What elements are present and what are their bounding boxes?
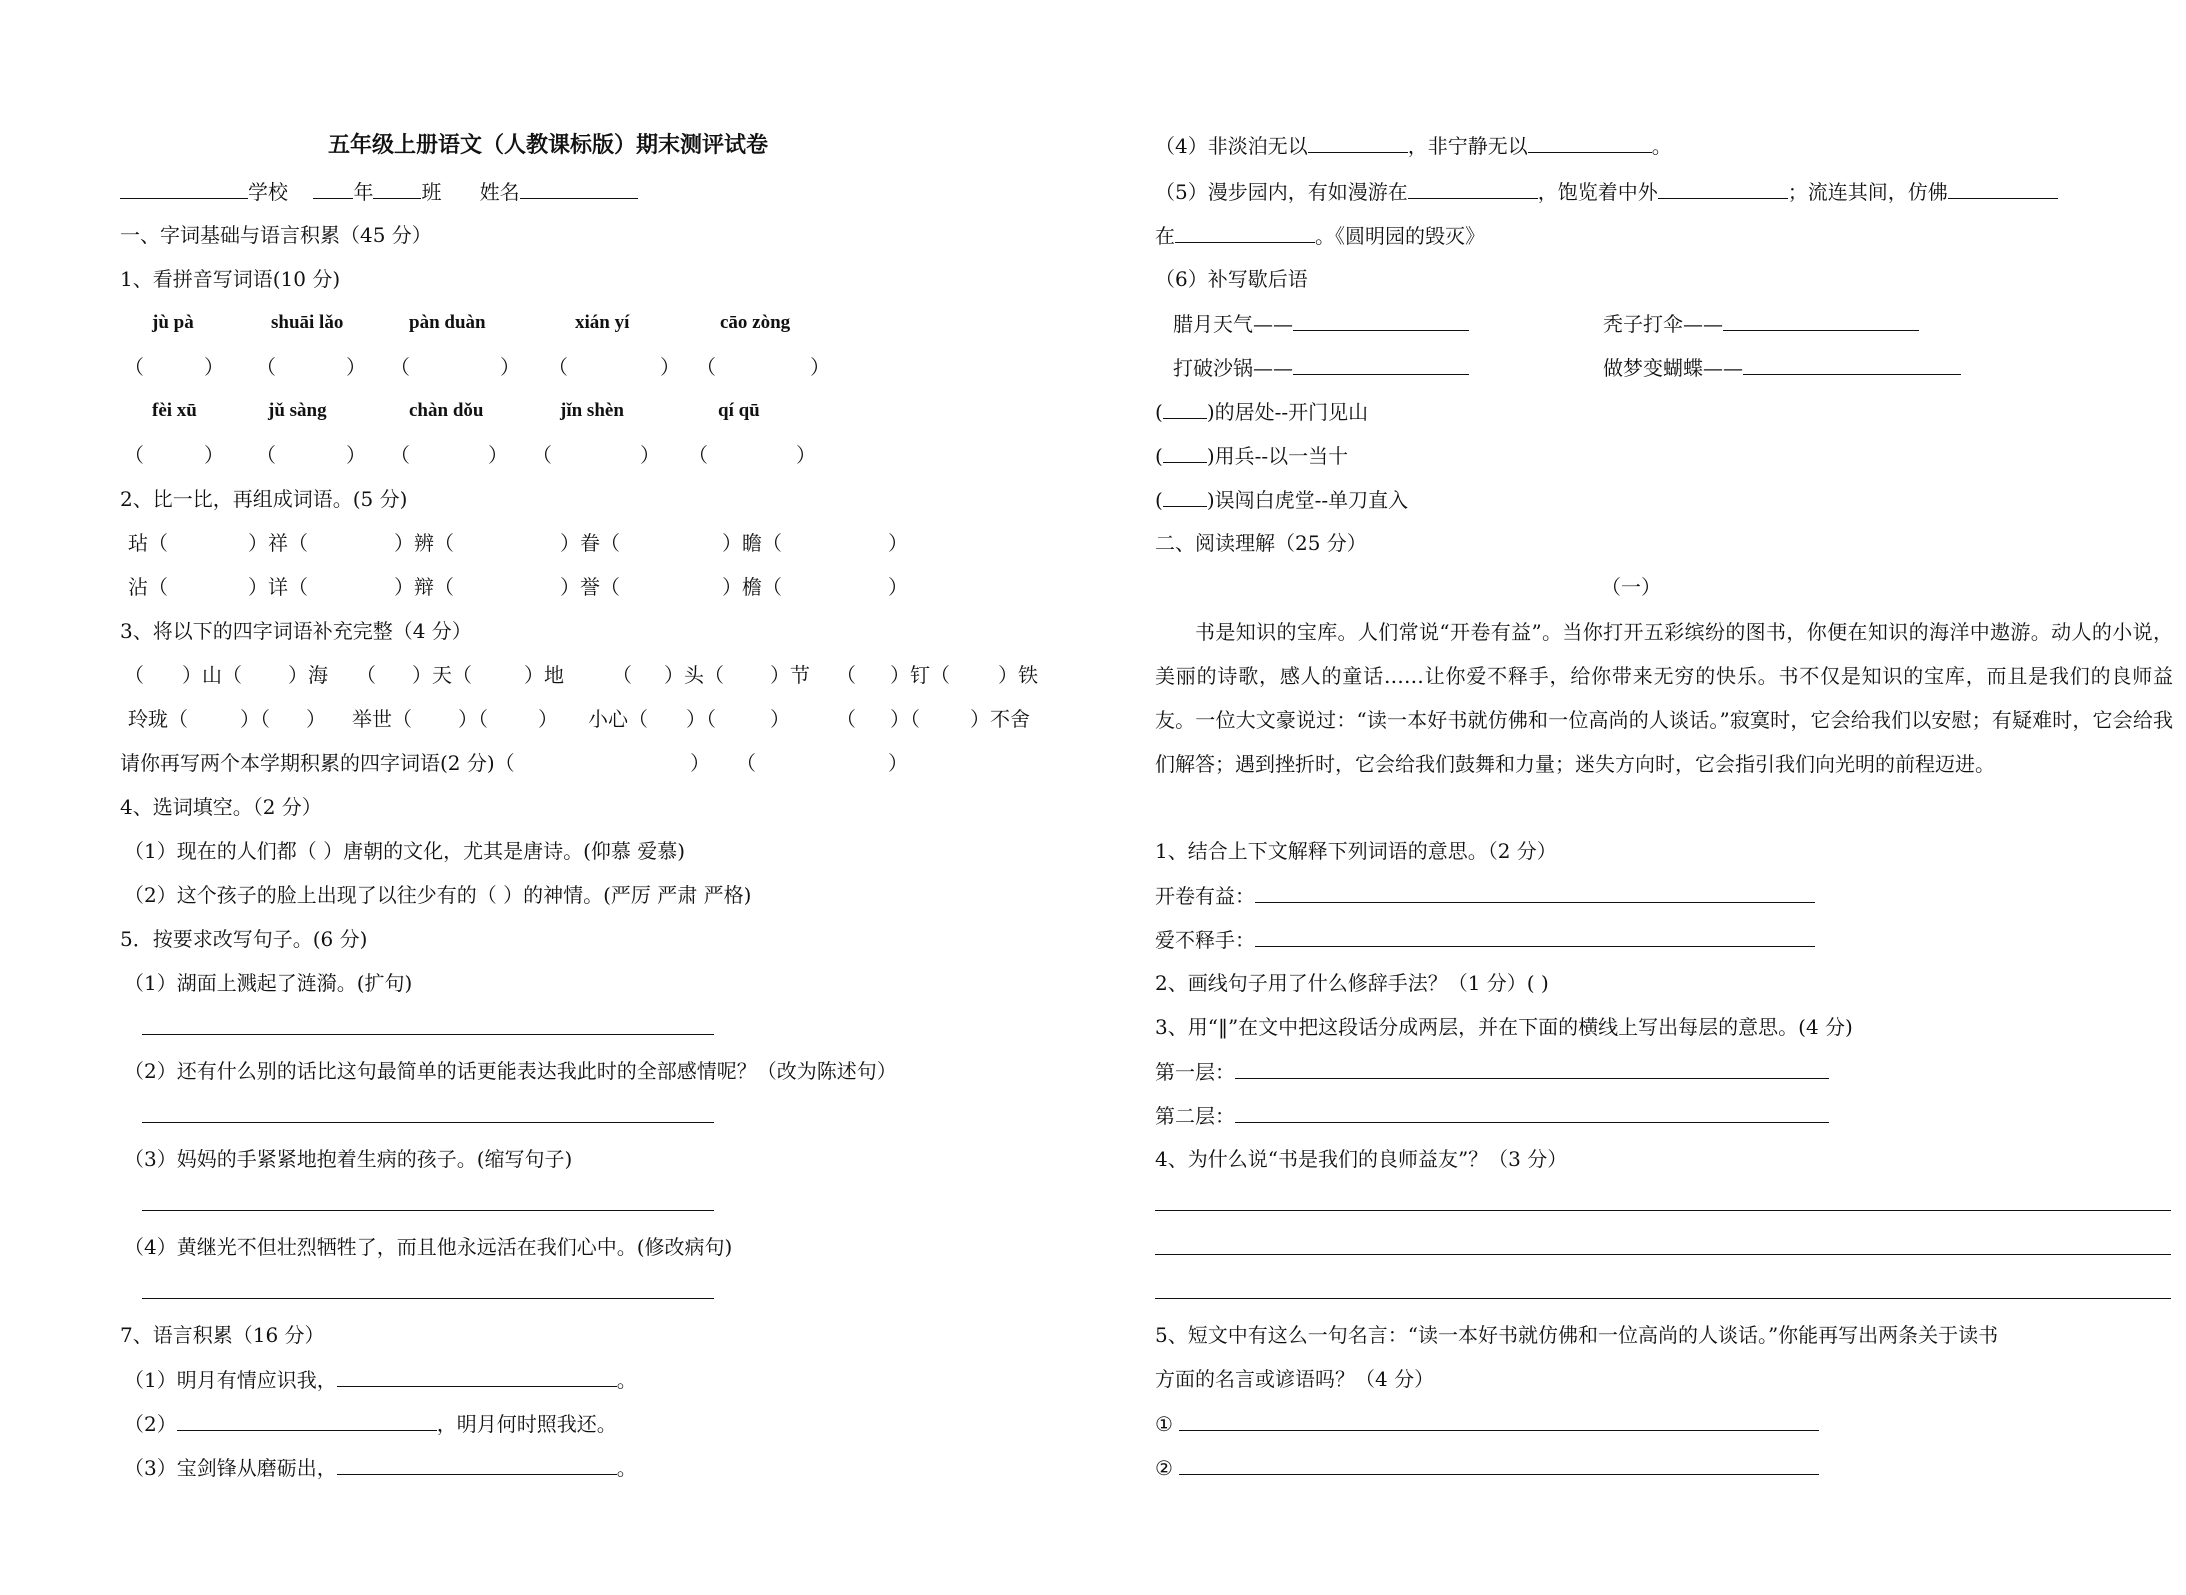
reading-question-5: 5、短文中有这么一句名言：“读一本好书就仿佛和一位高尚的人谈话。”你能再写出两条关于读书 xyxy=(1155,1323,1999,1347)
pinyin: jǐn shèn xyxy=(560,400,624,421)
question-5-4: （4）黄继光不但壮烈牺牲了，而且他永远活在我们心中。(修改病句) xyxy=(124,1235,733,1259)
fill-blank[interactable] xyxy=(1408,178,1538,199)
pinyin: chàn dǒu xyxy=(409,400,484,421)
fill-blank[interactable] xyxy=(1235,1102,1829,1123)
reading-question-1a: 开卷有益： xyxy=(1155,882,1815,908)
answer-line[interactable] xyxy=(1155,1254,2171,1255)
fill-blank[interactable] xyxy=(1235,1058,1829,1079)
xiehouyu-1: 腊月天气—— xyxy=(1173,310,1469,336)
xiehouyu-7: ( )误闯白虎堂--单刀直入 xyxy=(1155,488,1409,512)
question-1: 1、看拼音写词语(10 分) xyxy=(120,267,341,291)
right-page xyxy=(1093,0,2186,1595)
answer-line[interactable] xyxy=(1155,1210,2171,1211)
reading-question-1: 1、结合上下文解释下列词语的意思。（2 分） xyxy=(1155,839,1557,863)
answer-line[interactable] xyxy=(142,1122,714,1123)
pinyin: xián yí xyxy=(575,312,630,333)
question-4: 4、选词填空。（2 分） xyxy=(120,795,322,819)
fill-blank[interactable] xyxy=(1948,178,2058,199)
question-7-2: （2） ，明月何时照我还。 xyxy=(124,1412,617,1436)
reading-question-5-answer-1: ① xyxy=(1155,1410,1819,1436)
fill-blank[interactable] xyxy=(177,1410,437,1431)
reading-question-5-cont: 方面的名言或谚语吗？（4 分） xyxy=(1155,1367,1435,1391)
question-7-4: （4）非淡泊无以 ，非宁静无以 。 xyxy=(1155,134,1672,158)
reading-question-4: 4、为什么说“书是我们的良师益友”？（3 分） xyxy=(1155,1147,1568,1171)
left-page: 五年级上册语文（人教课标版）期末测评试卷 学校 年 班 姓名 一、字词基础与语言积累（45 分） 1、看拼音写词语(10 分) jù pà shuāi lǎo pàn duàn xián yí cāo zòng （ ） （ ） （ ） （ ） （ ） fèi xū jǔ sàng chàn dǒu jǐn shèn qí qū （ ） （ ） （ ） （ ） （ ） 2、比一比，再组成词语。(5 分) 玷（ ）祥（ ）辨（ ）眷（ ）瞻（ ） 沾（ ）详（ ）辩（ ）誉（ ）檐（ ） 3、将以下的四字词语补充完整（4 分） （ ）山（ ）海 （ ）天（ ）地 （ ）头（ ）节 （ ）钉（ ）铁 玲珑（ ）（ ） 举世（ ）（ ） 小心（ ）（ ） （ ）（ ）不舍 请你再写两个本学期积累的四字词语(2 分)（ ） （ ） 4、选词填空。（2 分） （1）现在的人们都（ ）唐朝的文化，尤其是唐诗。(仰慕 爱慕) （2）这个孩子的脸上出现了以往少有的（ ）的神情。(严厉 严肃 严格) 5．按要求改写句子。(6 分) （1）湖面上溅起了涟漪。(扩句) （2）还有什么别的话比这句最简单的话更能表达我此时的全部感情呢？（改为陈述句） （3）妈妈的手紧紧地抱着生病的孩子。(缩写句子) （4）黄继光不但壮烈牺牲了，而且他永远活在我们心中。(修改病句) 7、语言积累（16 分） （1）明月有情应识我， 。 （2） ，明月何时照我还。 （3）宝剑锋从磨砺出， 。 xyxy=(120,132,1038,1480)
fill-blank[interactable] xyxy=(1163,486,1207,507)
fill-blank[interactable] xyxy=(1723,310,1919,331)
question-7-1: （1）明月有情应识我， 。 xyxy=(124,1368,637,1392)
reading-question-3: 3、用“‖”在文中把这段话分成两层，并在下面的横线上写出每层的意思。(4 分) xyxy=(1155,1015,1853,1039)
fill-blank[interactable] xyxy=(1163,398,1207,419)
reading-title: （一） xyxy=(1601,575,1661,599)
pinyin: shuāi lǎo xyxy=(271,312,344,333)
pinyin: cāo zòng xyxy=(720,312,791,333)
section-1-heading: 一、字词基础与语言积累（45 分） xyxy=(120,223,432,247)
exam-title: 五年级上册语文（人教课标版）期末测评试卷 xyxy=(328,132,769,158)
xiehouyu-6: ( )用兵--以一当十 xyxy=(1155,444,1349,468)
question-3: 3、将以下的四字词语补充完整（4 分） xyxy=(120,619,472,643)
fill-blank[interactable] xyxy=(1743,354,1961,375)
class-blank[interactable] xyxy=(373,178,421,199)
fill-blank[interactable] xyxy=(1293,310,1469,331)
question-7-5: （5）漫步园内，有如漫游在 ，饱览着中外 ；流连其间，仿佛 xyxy=(1155,178,2058,204)
question-5-3: （3）妈妈的手紧紧地抱着生病的孩子。(缩写句子) xyxy=(124,1147,573,1171)
fill-blank[interactable] xyxy=(1179,1454,1819,1475)
xiehouyu-2: 秃子打伞—— xyxy=(1603,310,1919,336)
pinyin: jù pà xyxy=(152,312,194,333)
question-7-3: （3）宝剑锋从磨砺出， 。 xyxy=(124,1456,637,1480)
fill-blank[interactable] xyxy=(1293,354,1469,375)
reading-question-5-answer-2: ② xyxy=(1155,1454,1819,1480)
question-5: 5．按要求改写句子。(6 分) xyxy=(120,927,368,951)
school-blank[interactable] xyxy=(120,178,248,199)
fill-blank[interactable] xyxy=(1163,442,1207,463)
answer-line[interactable] xyxy=(142,1298,714,1299)
answer-line[interactable] xyxy=(142,1210,714,1211)
reading-passage: 书是知识的宝库。人们常说“开卷有益”。当你打开五彩缤纷的图书，你便在知识的海洋中遨游。动人的小说，美丽的诗歌，感人的童话……让你爱不释手，给你带来无穷的快乐。书不仅是知识的宝库，而且是我们的良师益友。一位大文豪说过：“读一本好书就仿佛和一位高尚的人谈话。”寂寞时，它会给我们以安慰；有疑难时，它会给我们解答；遇到挫折时，它会给我们鼓舞和力量；迷失方向时，它会指引我们向光明的前程迈进。 xyxy=(1155,620,2173,776)
question-5-2: （2）还有什么别的话比这句最简单的话更能表达我此时的全部感情呢？（改为陈述句） xyxy=(124,1059,897,1083)
reading-question-3b: 第二层： xyxy=(1155,1102,1829,1128)
reading-question-1b: 爱不释手： xyxy=(1155,926,1815,952)
fill-blank[interactable] xyxy=(1658,178,1788,199)
fill-blank[interactable] xyxy=(1179,1410,1819,1431)
fill-blank[interactable] xyxy=(1528,132,1652,153)
xiehouyu-4: 做梦变蝴蝶—— xyxy=(1603,354,1961,380)
answer-line[interactable] xyxy=(1155,1298,2171,1299)
name-blank[interactable] xyxy=(520,178,638,199)
question-7-6: （6）补写歇后语 xyxy=(1155,267,1308,291)
xiehouyu-5: ( )的居处--开门见山 xyxy=(1155,400,1369,424)
section-2-heading: 二、阅读理解（25 分） xyxy=(1155,531,1367,555)
fill-blank[interactable] xyxy=(337,1454,617,1475)
fill-blank[interactable] xyxy=(1308,132,1408,153)
xiehouyu-3: 打破沙锅—— xyxy=(1173,354,1469,380)
pinyin: qí qū xyxy=(718,400,760,421)
question-2: 2、比一比，再组成词语。(5 分) xyxy=(120,487,408,511)
student-info-line: 学校 年 班 姓名 xyxy=(120,178,638,204)
question-4-2: （2）这个孩子的脸上出现了以往少有的（ ）的神情。(严厉 严肃 严格) xyxy=(124,883,752,907)
fill-blank[interactable] xyxy=(1255,926,1815,947)
question-7-5-cont: 在 。《圆明园的毁灭》 xyxy=(1155,224,1485,248)
fill-blank[interactable] xyxy=(1255,882,1815,903)
pinyin: pàn duàn xyxy=(409,312,486,333)
question-4-1: （1）现在的人们都（ ）唐朝的文化，尤其是唐诗。(仰慕 爱慕) xyxy=(124,839,686,863)
fill-blank[interactable] xyxy=(337,1366,617,1387)
pinyin: jǔ sàng xyxy=(268,400,327,421)
question-5-1: （1）湖面上溅起了涟漪。(扩句) xyxy=(124,971,413,995)
answer-line[interactable] xyxy=(142,1034,714,1035)
grade-blank[interactable] xyxy=(313,178,353,199)
reading-question-3a: 第一层： xyxy=(1155,1058,1829,1084)
reading-question-2: 2、画线句子用了什么修辞手法？（1 分）( ) xyxy=(1155,971,1549,995)
fill-blank[interactable] xyxy=(1175,222,1315,243)
question-7: 7、语言积累（16 分） xyxy=(120,1323,325,1347)
pinyin: fèi xū xyxy=(152,400,197,421)
